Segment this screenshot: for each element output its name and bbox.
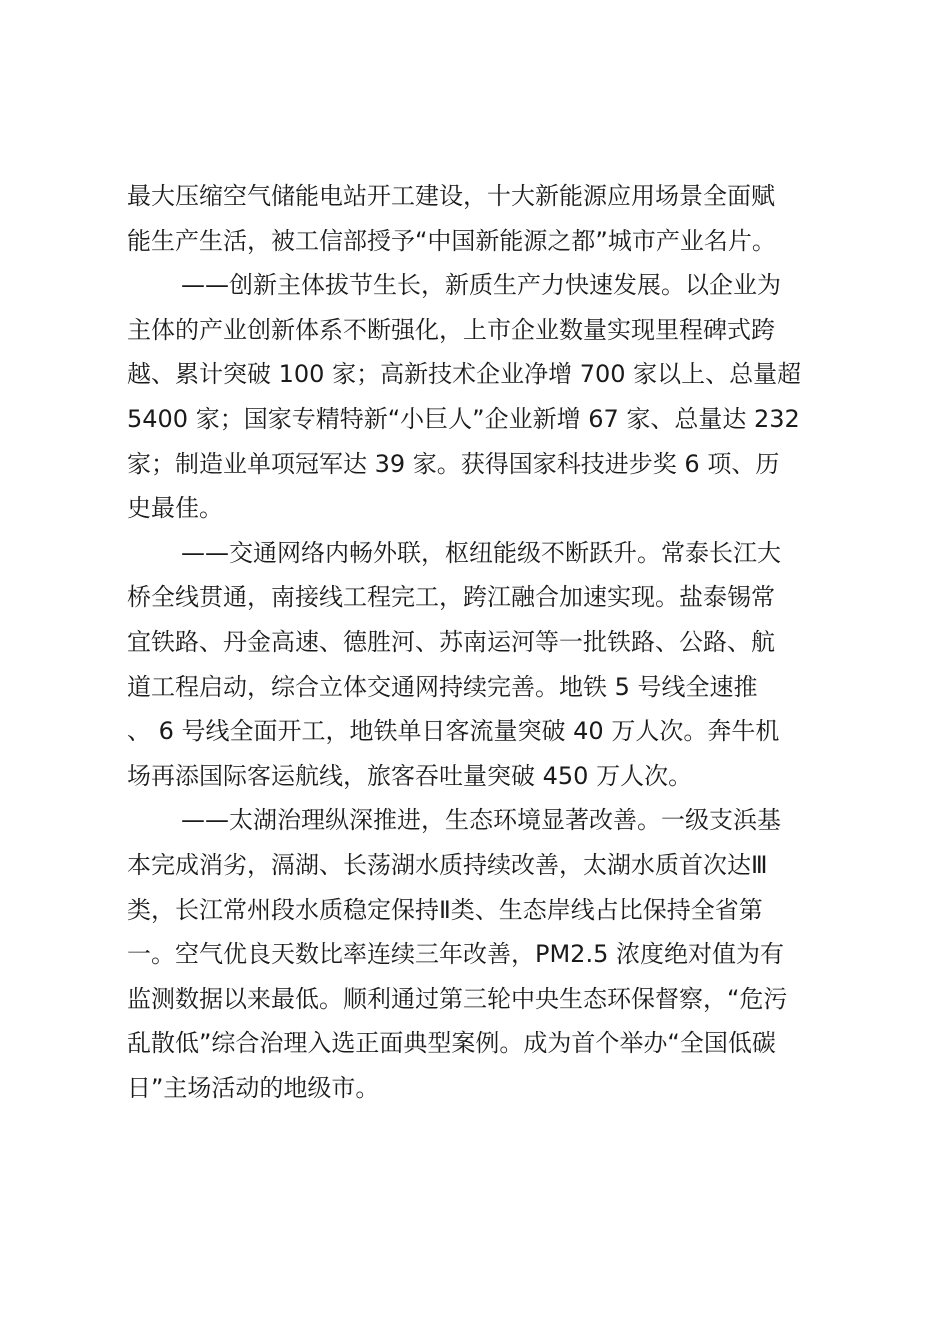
paragraph-heading-line: ——创新主体拔节生长，新质生产力快速发展。以企业为	[181, 271, 781, 300]
text-line: 最大压缩空气储能电站开工建设，十大新能源应用场景全面赋	[127, 182, 775, 210]
text-line: 本完成消劣，滆湖、长荡湖水质持续改善，太湖水质首次达Ⅲ	[127, 850, 768, 879]
text-line: 史最佳。	[127, 494, 223, 523]
paragraph-heading-line: ——太湖治理纵深推进，生态环境显著改善。一级支浜基	[181, 806, 781, 835]
text-line: 桥全线贯通，南接线工程完工，跨江融合加速实现。盐泰锡常	[127, 583, 775, 612]
text-line: 越、累计突破 100 家；高新技术企业净增 700 家以上、总量超	[127, 360, 802, 389]
text-line: 场再添国际客运航线，旅客吞吐量突破 450 万人次。	[127, 761, 693, 790]
body-text	[127, 174, 833, 1110]
text-line: 家；制造业单项冠军达 39 家。获得国家科技进步奖 6 项、历	[127, 449, 780, 478]
text-line: 主体的产业创新体系不断强化，上市企业数量实现里程碑式跨	[127, 315, 775, 344]
text-line: 、 6 号线全面开工，地铁单日客流量突破 40 万人次。奔牛机	[127, 717, 780, 746]
text-line: 一。空气优良天数比率连续三年改善，PM2.5 浓度绝对值为有	[127, 940, 784, 969]
text-line: 能生产生活，被工信部授予“中国新能源之都”城市产业名片。	[127, 226, 776, 255]
text-line: 类，长江常州段水质稳定保持Ⅱ类、生态岸线占比保持全省第	[127, 895, 763, 924]
text-line: 日”主场活动的地级市。	[127, 1073, 380, 1102]
paragraph-heading-line: ——交通网络内畅外联，枢纽能级不断跃升。常泰长江大	[181, 538, 781, 567]
text-line: 5400 家；国家专精特新“小巨人”企业新增 67 家、总量达 232	[127, 404, 800, 433]
text-line: 宜铁路、丹金高速、德胜河、苏南运河等一批铁路、公路、航	[127, 627, 775, 656]
text-line: 道工程启动，综合立体交通网持续完善。地铁 5 号线全速推	[127, 672, 758, 701]
text-line: 乱散低”综合治理入选正面典型案例。成为首个举办“全国低碳	[127, 1029, 776, 1058]
text-line: 监测数据以来最低。顺利通过第三轮中央生态环保督察，“危污	[127, 984, 788, 1013]
